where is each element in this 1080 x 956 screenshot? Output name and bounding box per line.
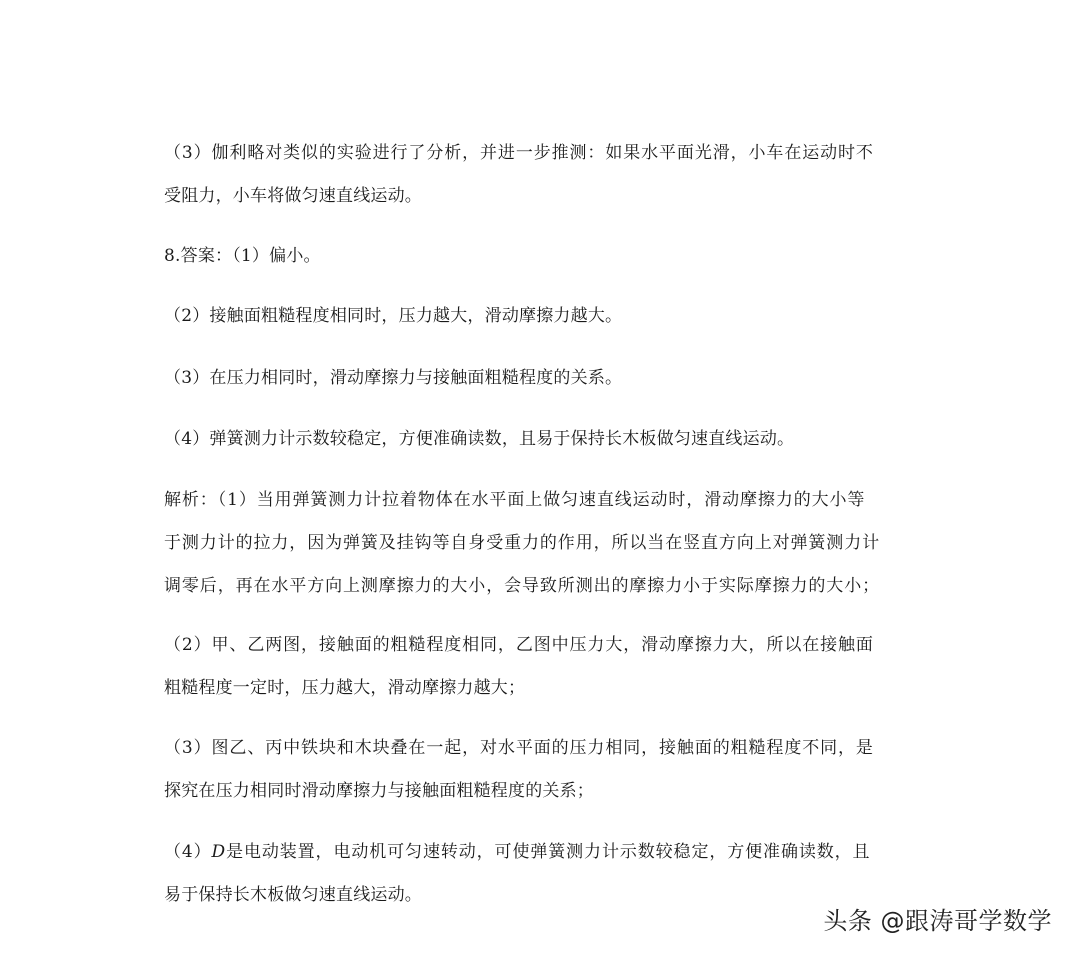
text-line: 易于保持长木板做匀速直线运动。 bbox=[164, 885, 422, 905]
text-line: （3）图乙、丙中铁块和木块叠在一起，对水平面的压力相同，接触面的粗糙程度不同，是 bbox=[164, 738, 874, 758]
variable-d: D bbox=[211, 842, 227, 862]
text-line: （3）伽利略对类似的实验进行了分析，并进一步推测：如果水平面光滑，小车在运动时不 bbox=[164, 143, 874, 163]
text-line: 探究在压力相同时滑动摩擦力与接触面粗糙程度的关系； bbox=[164, 781, 594, 801]
text-line: 粗糙程度一定时，压力越大，滑动摩擦力越大； bbox=[164, 678, 526, 698]
text-line: 调零后，再在水平方向上测摩擦力的大小，会导致所测出的摩擦力小于实际摩擦力的大小； bbox=[164, 576, 880, 596]
text-line: （2）接触面粗糙程度相同时，压力越大，滑动摩擦力越大。 bbox=[164, 306, 623, 326]
text-line: （3）在压力相同时，滑动摩擦力与接触面粗糙程度的关系。 bbox=[164, 368, 623, 388]
text-line bbox=[164, 841, 870, 863]
watermark: 头条 @跟涛哥学数学 bbox=[823, 907, 1052, 935]
text-line: （2）甲、乙两图，接触面的粗糙程度相同，乙图中压力大，滑动摩擦力大，所以在接触面 bbox=[164, 635, 874, 655]
text-line: （4）弹簧测力计示数较稳定，方便准确读数，且易于保持长木板做匀速直线运动。 bbox=[164, 429, 795, 449]
line-text: 是电动装置，电动机可匀速转动，可使弹簧测力计示数较稳定，方便准确读数，且 bbox=[226, 842, 871, 862]
analysis-heading: 解析：（1）当用弹簧测力计拉着物体在水平面上做匀速直线运动时，滑动摩擦力的大小等 bbox=[164, 490, 866, 510]
item-number: （4） bbox=[164, 842, 212, 862]
text-line: 于测力计的拉力，因为弹簧及挂钩等自身受重力的作用，所以当在竖直方向上对弹簧测力计 bbox=[164, 533, 880, 553]
text-line: 受阻力，小车将做匀速直线运动。 bbox=[164, 186, 422, 206]
answer-heading: 8.答案：（1）偏小。 bbox=[164, 246, 321, 266]
